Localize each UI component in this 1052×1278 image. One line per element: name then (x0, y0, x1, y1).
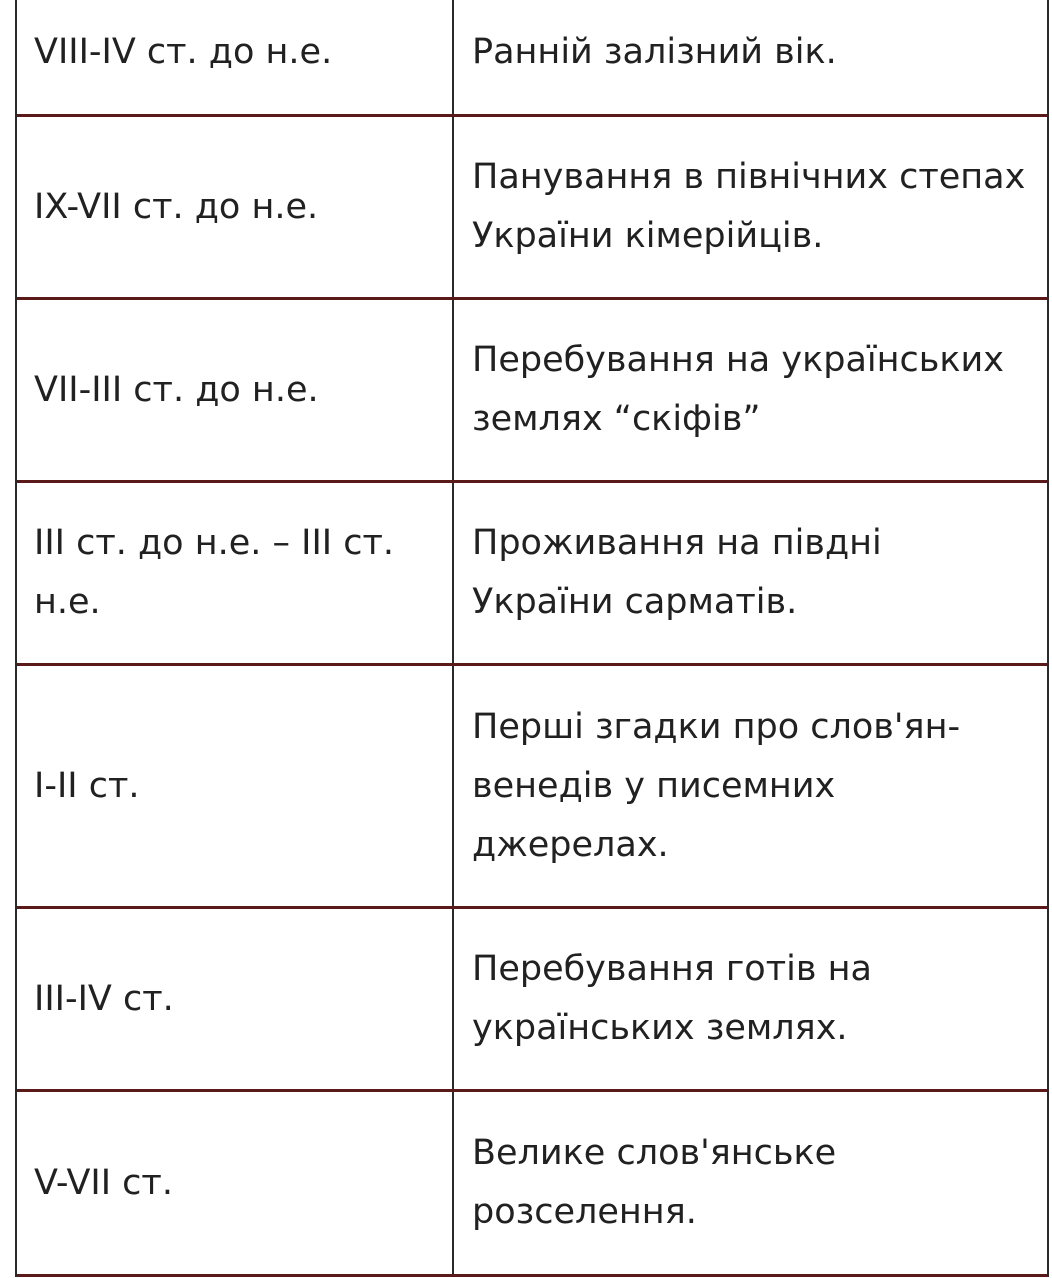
table-row (17, 909, 1047, 1092)
table-row (17, 483, 1047, 666)
date-cell: VIII-IV ст. до н.е. (17, 0, 454, 114)
event-cell: Ранній залізний вік. (472, 31, 837, 72)
event-cell: Перебування готів на українських землях. (472, 949, 872, 1048)
table-row (17, 666, 1047, 909)
date-cell: V-VII ст. (17, 1092, 454, 1274)
event-cell: Велике слов'янське розселення. (472, 1133, 837, 1232)
chronology-table (15, 0, 1049, 1277)
date-cell: I-II ст. (17, 666, 454, 906)
table-row (17, 117, 1047, 300)
table-row (17, 1092, 1047, 1277)
date-cell: VII-III ст. до н.е. (17, 300, 454, 480)
event-cell: Перебування на українських землях “скіфів” (472, 340, 1004, 439)
date-cell: III ст. до н.е. – III ст. н.е. (17, 483, 454, 663)
event-cell: Перші згадки про слов'ян-венедів у писемних джерелах. (472, 706, 961, 865)
event-cell: Проживання на півдні України сарматів. (472, 523, 882, 622)
table-row (17, 0, 1047, 117)
event-cell: Панування в північних степах України кімерійців. (472, 157, 1026, 256)
table-row (17, 300, 1047, 483)
date-cell: IX-VII ст. до н.е. (17, 117, 454, 297)
date-cell: III-IV ст. (17, 909, 454, 1089)
